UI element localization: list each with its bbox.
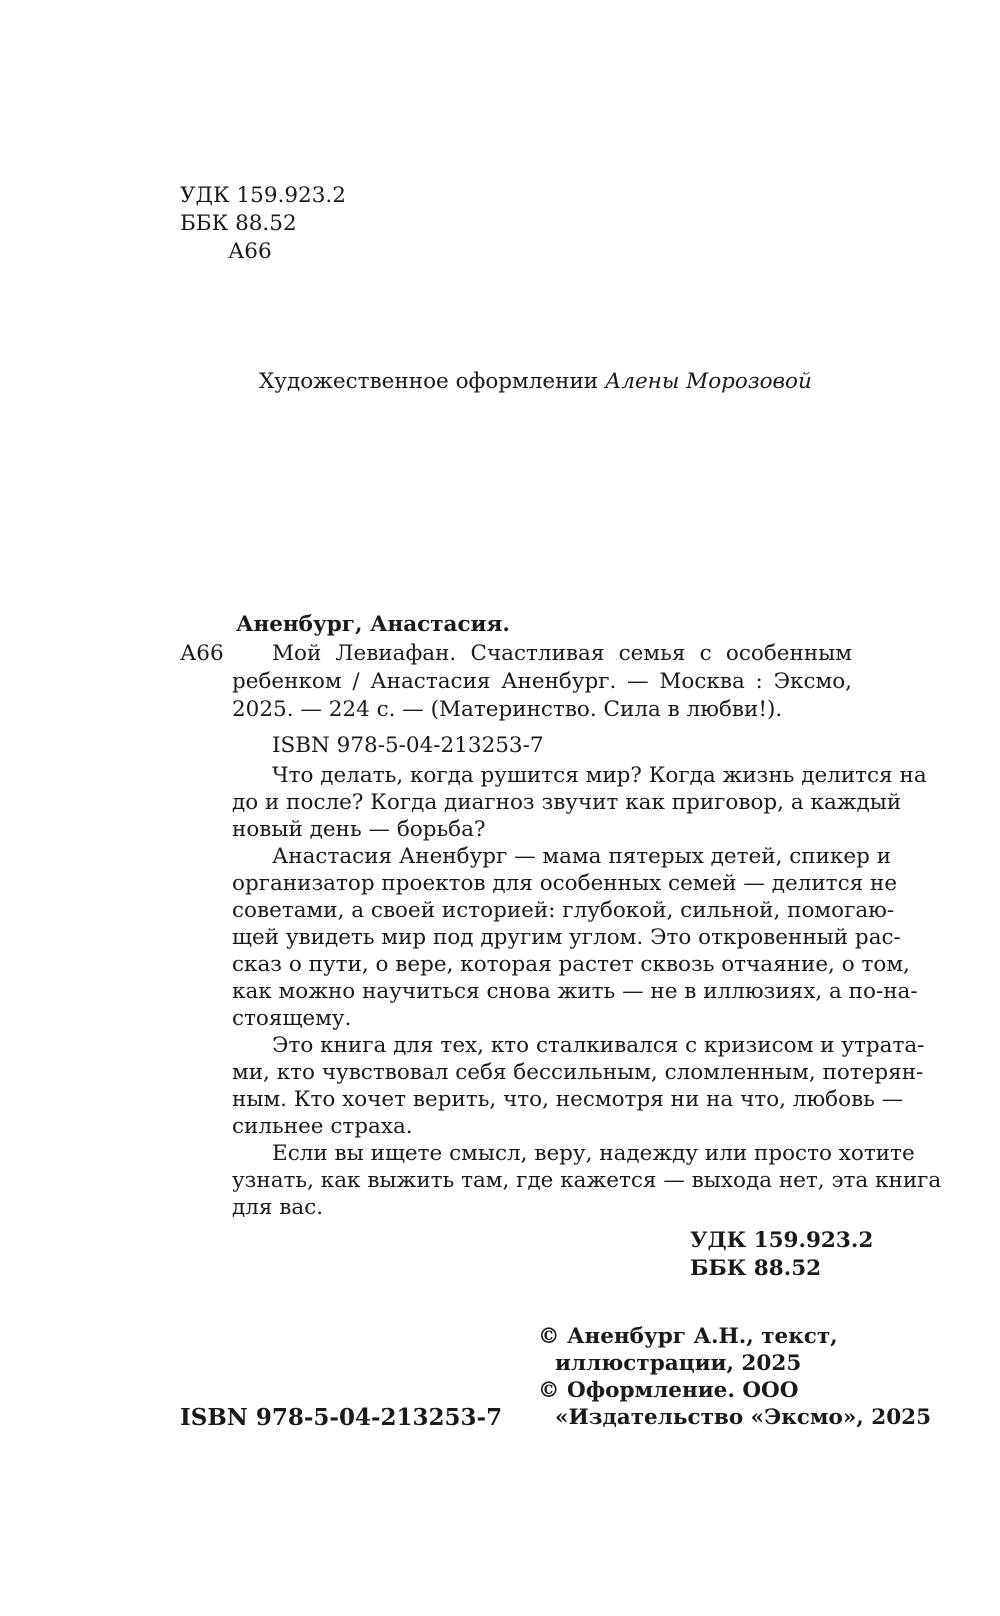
copyright-line-4: «Издательство «Эксмо», 2025 [555, 1405, 932, 1430]
annotation-line: стоящему. [232, 1006, 352, 1031]
annotation-line: сильнее страха. [232, 1114, 413, 1139]
catalog-author-heading: Аненбург, Анастасия. [236, 612, 510, 637]
design-credit [259, 369, 812, 395]
catalog-title-line-2: ребенком / Анастасия Аненбург. — Москва : Эксмо, [232, 669, 852, 694]
catalog-title-line-1: Мой Левиафан. Счастливая семья с особенным [272, 641, 852, 666]
annotation-line: ным. Кто хочет верить, что, несмотря ни на что, любовь — [232, 1087, 904, 1112]
top-author-mark: А66 [228, 239, 272, 264]
annotation-line: для вас. [232, 1195, 324, 1220]
catalog-mark: А66 [180, 641, 224, 666]
design-credit-prefix: Художественное оформлении [259, 369, 599, 394]
annotation-line: Если вы ищете смысл, веру, надежду или просто хотите [272, 1141, 915, 1166]
annotation-line: щей увидеть мир под другим углом. Это откровенный рас- [232, 925, 901, 950]
annotation-line: Что делать, когда рушится мир? Когда жизнь делится на [272, 763, 927, 788]
annotation-line: до и после? Когда диагноз звучит как приговор, а каждый [232, 790, 902, 815]
annotation-line: как можно научиться снова жить — не в иллюзиях, а по-на- [232, 979, 918, 1004]
bottom-udk-code: УДК 159.923.2 [690, 1228, 874, 1253]
annotation-line: ми, кто чувствовал себя бессильным, сломленным, потерян- [232, 1060, 924, 1085]
annotation-line: Анастасия Аненбург — мама пятерых детей, спикер и [272, 844, 892, 869]
top-bbk-code: ББК 88.52 [180, 211, 297, 236]
copyright-line-1: © Аненбург А.Н., текст, [538, 1324, 838, 1349]
bottom-isbn: ISBN 978-5-04-213253-7 [180, 1404, 503, 1431]
bottom-bbk-code: ББК 88.52 [690, 1256, 822, 1281]
copyright-line-2: иллюстрации, 2025 [555, 1351, 802, 1376]
annotation-line: сказ о пути, о вере, которая растет сквозь отчаяние, о том, [232, 952, 910, 977]
annotation-line: организатор проектов для особенных семей — делится не [232, 871, 898, 896]
top-udk-code: УДК 159.923.2 [180, 183, 346, 208]
annotation-line: Это книга для тех, кто сталкивался с кризисом и утрата- [272, 1033, 925, 1058]
catalog-isbn: ISBN 978-5-04-213253-7 [272, 733, 544, 758]
annotation-line: новый день — борьба? [232, 817, 486, 842]
catalog-title-line-3: 2025. — 224 с. — (Материнство. Сила в любви!). [232, 697, 783, 722]
annotation-line: советами, а своей историей: глубокой, сильной, помогаю- [232, 898, 895, 923]
annotation-line: узнать, как выжить там, где кажется — выхода нет, эта книга [232, 1168, 942, 1193]
copyright-line-3: © Оформление. ООО [538, 1378, 799, 1403]
design-credit-name: Алены Морозовой [604, 369, 812, 394]
